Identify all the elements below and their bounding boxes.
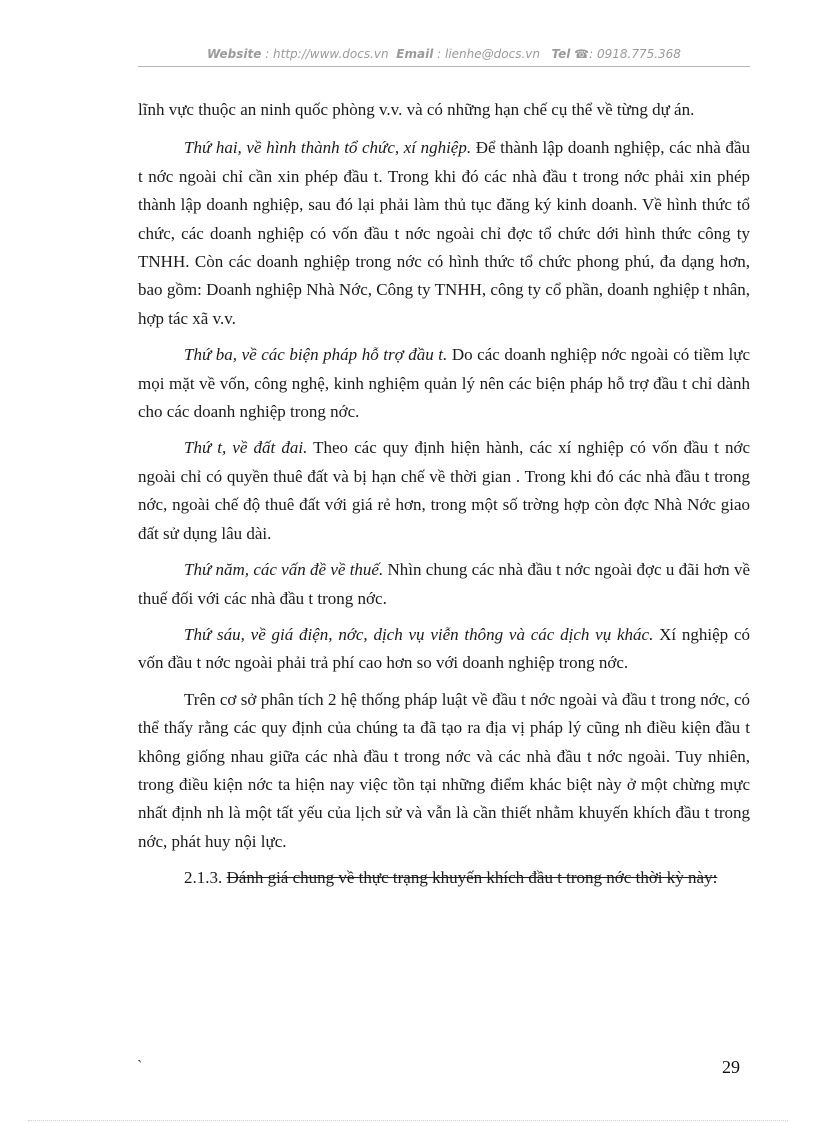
section-heading [138,864,750,892]
paragraph-lead: Thứ ba, về các biện pháp hỗ trợ đầu t. [184,345,448,365]
page-number: 29 [722,1057,740,1077]
tel-label: Tel [551,47,571,61]
paragraph-fourth [138,434,750,548]
paragraph-second [138,134,750,333]
page-header [138,47,750,61]
tel-value: : 0918.775.368 [589,47,681,61]
paragraph-lead: Thứ năm, các vấn đề về thuế. [184,560,384,580]
paragraph-sixth [138,621,750,678]
paragraph-lead: Thứ sáu, về giá điện, nớc, dịch vụ viễn thông và các dịch vụ khác. [184,624,654,644]
section-title: Đánh giá chung về thực trạng khuyến khích đầu t trong nớc thời kỳ này: [226,868,718,888]
email-label: Email [396,47,434,61]
paragraph-lead: Thứ t, về đất đai. [184,438,308,458]
email-value: : lienhe@docs.vn [437,47,540,61]
page-bottom-border [28,1120,788,1121]
paragraph-text: Nhìn chung các nhà đầu t nớc ngoài đợc u đãi hơn về thuế đối với các nhà đầu t trong nớc. [138,560,751,608]
paragraph-fifth [138,556,750,613]
paragraph-text: Để thành lập doanh nghiệp, các nhà đầu t nớc ngoài chỉ cần xin phép đầu t. Trong khi đó các nhà đầu t trong nớc phải xin phép thành lập doanh nghiệp, sau đó lại phải làm thủ tục đăng ký kinh doanh. Về hình thức tổ chức, các doanh nghiệp có vốn đầu t nớc ngoài chỉ đợc tổ chức dới hình thức công ty TNHH. Còn các doanh nghiệp trong nớc có hình thức tổ chức phong phú, đa dạng hơn, bao gồm: Doanh nghiệp Nhà Nớc, Công ty TNHH, công ty cổ phần, doanh nghiệp t nhân, hợp tác xã v.v. [138,138,750,328]
website-url: : http://www.docs.vn [265,47,389,61]
paragraph-text: Do các doanh nghiệp nớc ngoài có tiềm lực mọi mặt về vốn, công nghệ, kinh nghiệm quản lý nên các biện pháp hỗ trợ đầu t chỉ dành cho các doanh nghiệp trong nớc. [138,345,750,422]
paragraph-text: Theo các quy định hiện hành, các xí nghiệp có vốn đầu t nớc ngoài chỉ có quyền thuê đất và bị hạn chế về thời gian . Trong khi đó các nhà đầu t trong nớc, ngoài chế độ thuê đất với giá rẻ hơn, trong một số trờng hợp còn đợc Nhà Nớc giao đất sử dụng lâu dài. [138,438,750,543]
footer-mark: ` [137,1058,143,1075]
paragraph-conclusion: Trên cơ sở phân tích 2 hệ thống pháp luật về đầu t nớc ngoài và đầu t trong nớc, có thể thấy rằng các quy định của chúng ta đã tạo ra địa vị pháp lý cũng nh điều kiện đầu t không giống nhau giữa các nhà đầu t trong nớc và các nhà đầu t nớc ngoài. Tuy nhiên, trong điều kiện nớc ta hiện nay việc tồn tại những điểm khác biệt này ở một chừng mực nhất định nh là một tất yếu của lịch sử và vẫn là cần thiết nhằm khuyến khích đầu t trong nớc, phát huy nội lực. [138,689,750,851]
header-divider [138,66,750,67]
paragraph-third [138,341,750,426]
phone-icon: ☎ [574,47,590,61]
paragraph-text: Xí nghiệp có vốn đầu t nớc ngoài phải trả phí cao hơn so với doanh nghiệp trong nớc. [138,624,750,673]
section-number: 2.1.3. [184,868,223,888]
website-label: Website [207,47,262,61]
paragraph-continuation: lĩnh vực thuộc an ninh quốc phòng v.v. và có những hạn chế cụ thể về từng dự án. [138,100,695,119]
document-body [138,96,750,901]
paragraph-lead: Thứ hai, về hình thành tổ chức, xí nghiệp. [184,138,472,158]
